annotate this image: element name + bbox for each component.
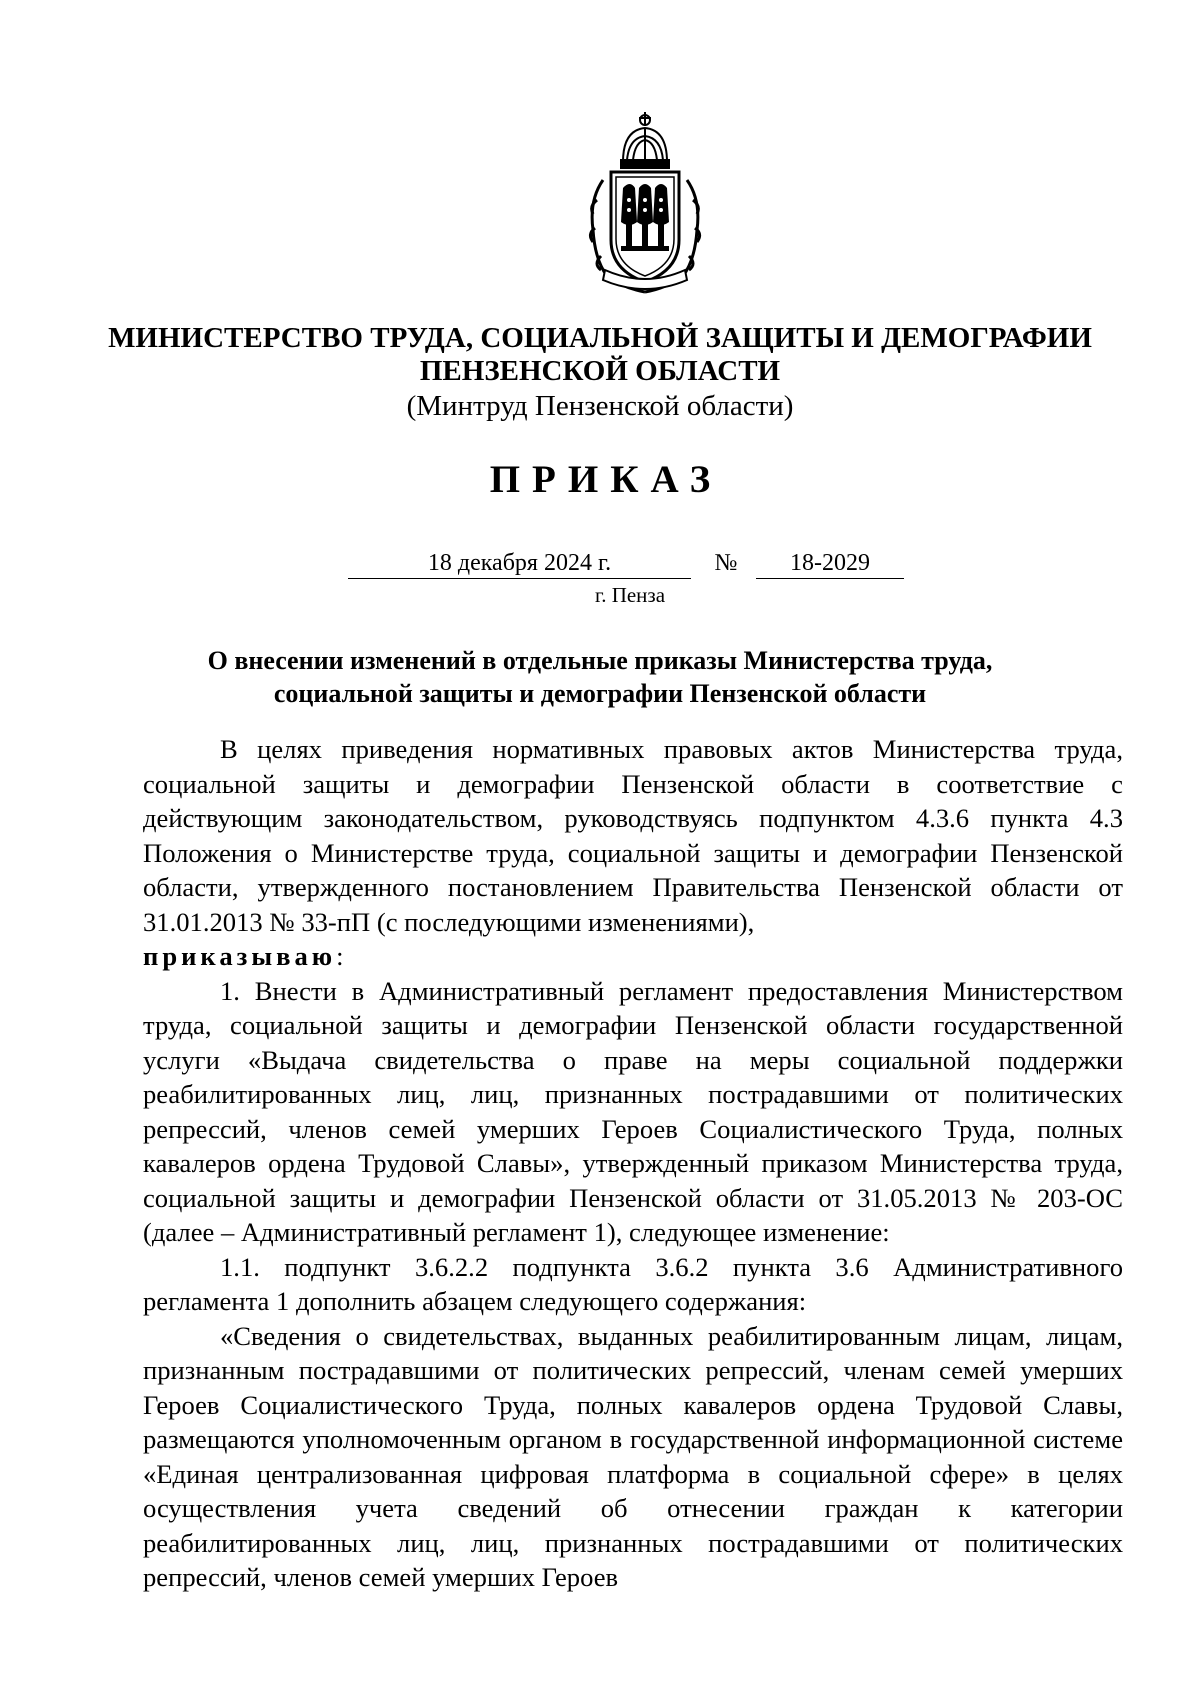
item-1-paragraph: 1. Внести в Административный регламент предоставления Министерством труда, социальной защиты и демографии Пензенской области государственной услуги «Выдача свидетельства о праве на меры социальной поддержки реабилитированных лиц, лиц, признанных пострадавшими от политических репрессий, членов семей умерших Героев Социалистического Труда, полных кавалеров ордена Трудовой Славы», утвержденный приказом Министерства труда, социальной защиты и демографии Пензенской области от 31.05.2013 № 203-ОС (далее – Административный регламент 1), следующее изменение: (143, 975, 1123, 1247)
order-word: приказываю (143, 941, 337, 971)
ministry-name-line2: ПЕНЗЕНСКОЙ ОБЛАСТИ (419, 355, 781, 387)
preamble-paragraph (143, 732, 1123, 939)
ministry-short-name: (Минтруд Пензенской области) (406, 390, 794, 422)
order-subject-line2: социальной защиты и демографии Пензенской области (273, 679, 927, 708)
order-word-colon: : (336, 941, 344, 971)
emblem-graphic (583, 110, 707, 298)
ministry-name (0, 322, 1200, 388)
order-word-paragraph (143, 939, 1123, 974)
ministry-name-line1: МИНИСТЕРСТВО ТРУДА, СОЦИАЛЬНОЙ ЗАЩИТЫ И ДЕМОГРАФИИ (108, 322, 1092, 354)
preamble-text: В целях приведения нормативных правовых актов Министерства труда, социальной защиты и демографии Пензенской области в соответствие с действующим законодательством, руководствуясь подпунктом 4.3.6 пункта 4.3 Положения о Министерстве труда, социальной защиты и демографии Пензенской области, утвержденного постановлением Правительства Пензенской области от 31.01.2013 № 33-пП (с последующими изменениями), (143, 734, 1123, 937)
order-body (143, 732, 1123, 1595)
city-label: г. Пенза (594, 583, 666, 607)
order-subject-line1: О внесении изменений в отдельные приказы Министерства труда, (207, 646, 993, 675)
quoted-amendment-paragraph: «Сведения о свидетельствах, выданных реабилитированным лицам, лицам, признанным пострадавшими от политических репрессий, членам семей умерших Героев Социалистического Труда, полных кавалеров ордена Трудовой Славы, размещаются уполномоченным органом в государственной информационной системе «Единая централизованная цифровая платформа в социальной сфере» в целях осуществления учета сведений об отнесении граждан к категории реабилитированных лиц, лиц, признанных пострадавшими от политических репрессий, членов семей умерших Героев (143, 1320, 1123, 1592)
document-type-title: ПРИКАЗ (489, 458, 723, 501)
number-sign: № (714, 550, 738, 576)
order-subject (0, 644, 1200, 710)
item-1-1-paragraph: 1.1. подпункт 3.6.2.2 подпункта 3.6.2 пункта 3.6 Административного регламента 1 дополнить абзацем следующего содержания: (143, 1251, 1123, 1316)
coat-of-arms-emblem (583, 110, 707, 298)
order-date: 18 декабря 2024 г. (348, 548, 691, 579)
order-number: 18-2029 (756, 548, 904, 579)
